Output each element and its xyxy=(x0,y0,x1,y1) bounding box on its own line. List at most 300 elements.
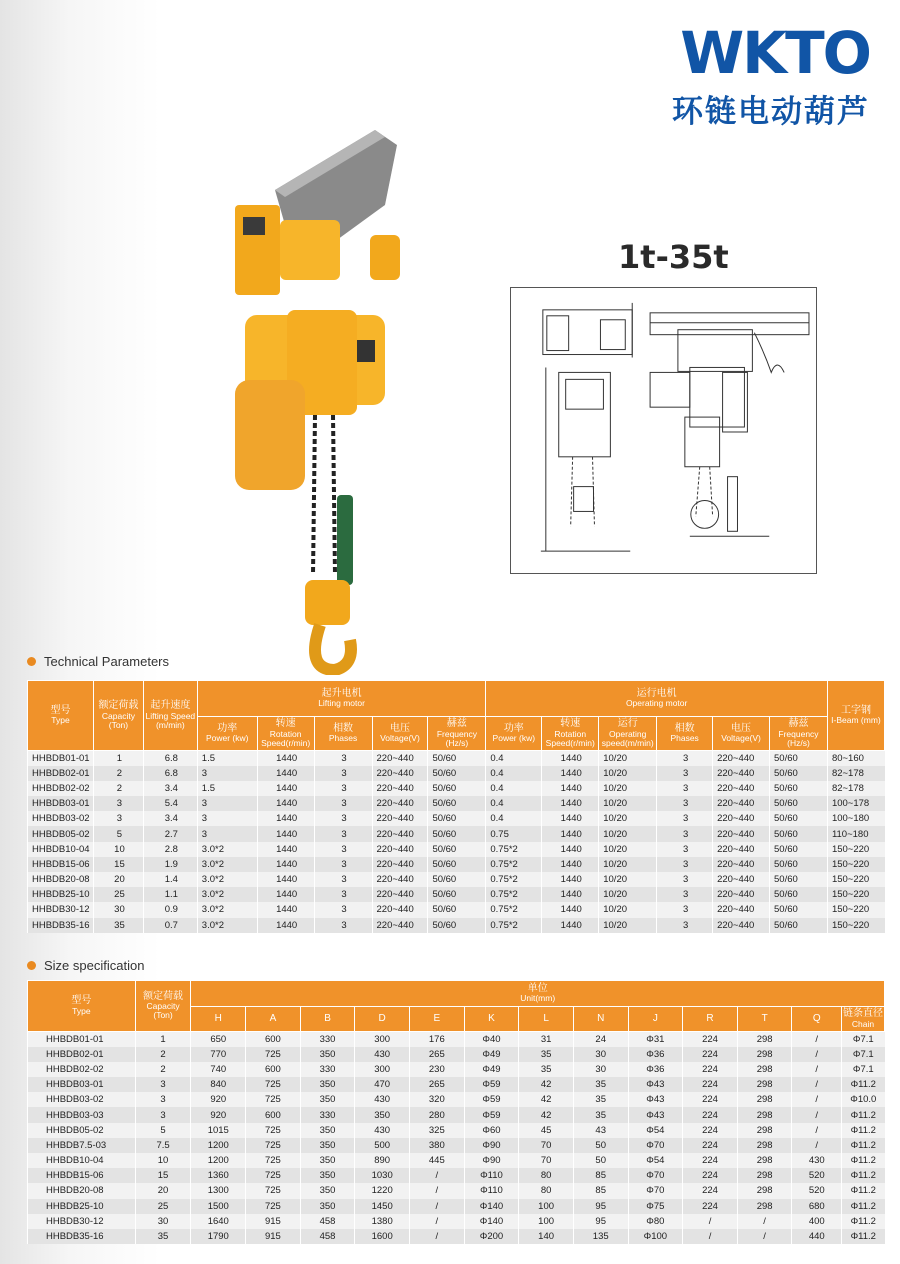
table-cell: 1440 xyxy=(542,918,599,933)
table-cell: 3 xyxy=(135,1107,191,1122)
table-cell: / xyxy=(792,1062,842,1077)
table-cell: 3 xyxy=(197,826,257,841)
table-cell: 3 xyxy=(197,811,257,826)
table-cell: / xyxy=(792,1077,842,1092)
size-table-body xyxy=(28,1032,885,1245)
table-cell: 3 xyxy=(93,811,143,826)
table-cell: 1030 xyxy=(355,1168,410,1183)
th-dim-h: H xyxy=(191,1007,246,1032)
table-cell: 298 xyxy=(737,1199,792,1214)
table-cell: 3 xyxy=(314,902,372,917)
table-cell: 1440 xyxy=(542,811,599,826)
th-op-frequency: 赫兹 Frequency (Hz/s) xyxy=(770,717,828,751)
table-cell: Φ36 xyxy=(628,1062,683,1077)
table-cell: 725 xyxy=(246,1138,301,1153)
table-cell: 740 xyxy=(191,1062,246,1077)
table-cell: 3 xyxy=(657,872,713,887)
th-op-phases: 相数 Phases xyxy=(657,717,713,751)
table-cell: 150~220 xyxy=(827,857,884,872)
table-cell: 725 xyxy=(246,1123,301,1138)
table-cell: 15 xyxy=(93,857,143,872)
table-cell: 3 xyxy=(93,796,143,811)
table-cell: 10/20 xyxy=(599,751,657,766)
table-cell: Φ11.2 xyxy=(842,1153,885,1168)
table-cell: 82~178 xyxy=(827,766,884,781)
table-cell: 220~440 xyxy=(372,766,428,781)
table-cell: 3 xyxy=(314,781,372,796)
th-dim-l: L xyxy=(519,1007,574,1032)
table-cell: 50/60 xyxy=(770,902,828,917)
table-cell: 0.75*2 xyxy=(486,918,542,933)
table-cell: 1380 xyxy=(355,1214,410,1229)
table-cell: / xyxy=(737,1229,792,1244)
table-cell: Φ59 xyxy=(464,1107,519,1122)
technical-drawing xyxy=(510,287,817,574)
table-cell: HHBDB03-01 xyxy=(28,1077,136,1092)
table-cell: Φ31 xyxy=(628,1032,683,1047)
table-row xyxy=(28,1123,885,1138)
table-cell: 80 xyxy=(519,1168,574,1183)
table-cell: HHBDB01-01 xyxy=(28,1032,136,1047)
table-cell: 920 xyxy=(191,1107,246,1122)
table-cell: 350 xyxy=(300,1123,355,1138)
table-row xyxy=(28,1153,885,1168)
table-cell: 35 xyxy=(573,1092,628,1107)
table-cell: 1.5 xyxy=(197,751,257,766)
table-row xyxy=(28,781,885,796)
table-row xyxy=(28,751,885,766)
table-cell: 1440 xyxy=(257,857,314,872)
table-cell: Φ70 xyxy=(628,1168,683,1183)
table-cell: 3 xyxy=(135,1092,191,1107)
table-cell: 325 xyxy=(410,1123,465,1138)
table-cell: 150~220 xyxy=(827,887,884,902)
table-cell: Φ70 xyxy=(628,1183,683,1198)
table-cell: 50/60 xyxy=(428,781,486,796)
table-cell: HHBDB01-01 xyxy=(28,751,94,766)
table-cell: 224 xyxy=(683,1199,738,1214)
table-cell: 10/20 xyxy=(599,887,657,902)
table-cell: 350 xyxy=(300,1047,355,1062)
table-cell: 298 xyxy=(737,1183,792,1198)
th-dim-r: R xyxy=(683,1007,738,1032)
table-cell: / xyxy=(410,1168,465,1183)
table-cell: 890 xyxy=(355,1153,410,1168)
table-cell: 3 xyxy=(657,766,713,781)
table-cell: Φ11.2 xyxy=(842,1123,885,1138)
table-cell: HHBDB05-02 xyxy=(28,1123,136,1138)
table-cell: 50/60 xyxy=(428,887,486,902)
table-cell: 224 xyxy=(683,1107,738,1122)
size-section-title: Size specification xyxy=(44,958,145,973)
table-cell: 50/60 xyxy=(770,842,828,857)
table-cell: / xyxy=(683,1229,738,1244)
table-cell: 7.5 xyxy=(135,1138,191,1153)
logo-subtitle: 环链电动葫芦 xyxy=(672,94,870,130)
table-cell: 3 xyxy=(314,872,372,887)
table-cell: 50/60 xyxy=(770,918,828,933)
table-cell: Φ11.2 xyxy=(842,1077,885,1092)
table-cell: 350 xyxy=(355,1107,410,1122)
table-cell: 1440 xyxy=(257,796,314,811)
table-cell: 265 xyxy=(410,1077,465,1092)
table-row xyxy=(28,902,885,917)
table-cell: HHBDB03-01 xyxy=(28,796,94,811)
table-cell: 330 xyxy=(300,1032,355,1047)
table-cell: 2 xyxy=(135,1062,191,1077)
table-cell: Φ100 xyxy=(628,1229,683,1244)
table-cell: 0.4 xyxy=(486,811,542,826)
table-cell: 35 xyxy=(573,1107,628,1122)
size-specification-table xyxy=(27,980,885,1244)
table-cell: 42 xyxy=(519,1092,574,1107)
table-cell: 915 xyxy=(246,1214,301,1229)
table-cell: HHBDB15-06 xyxy=(28,1168,136,1183)
th-lift-phases: 相数 Phases xyxy=(314,717,372,751)
table-cell: HHBDB02-01 xyxy=(28,766,94,781)
table-cell: 5.4 xyxy=(143,796,197,811)
table-cell: 3 xyxy=(197,796,257,811)
table-cell: 50/60 xyxy=(428,826,486,841)
table-cell: 50/60 xyxy=(428,842,486,857)
table-cell: 0.75*2 xyxy=(486,872,542,887)
table-cell: 725 xyxy=(246,1092,301,1107)
table-cell: 10 xyxy=(135,1153,191,1168)
table-cell: Φ59 xyxy=(464,1077,519,1092)
table-cell: 1300 xyxy=(191,1183,246,1198)
table-cell: Φ7.1 xyxy=(842,1032,885,1047)
table-cell: 1440 xyxy=(542,887,599,902)
table-cell: 725 xyxy=(246,1077,301,1092)
th-op-speed: 运行 Operating speed(m/min) xyxy=(599,717,657,751)
table-cell: 35 xyxy=(519,1062,574,1077)
table-cell: 220~440 xyxy=(372,826,428,841)
table-cell: Φ7.1 xyxy=(842,1047,885,1062)
table-cell: 24 xyxy=(573,1032,628,1047)
table-cell: 1440 xyxy=(542,766,599,781)
table-cell: HHBDB03-02 xyxy=(28,811,94,826)
table-cell: 458 xyxy=(300,1214,355,1229)
table-cell: Φ110 xyxy=(464,1168,519,1183)
table-cell: 3.0*2 xyxy=(197,857,257,872)
table-cell: 350 xyxy=(300,1077,355,1092)
table-row xyxy=(28,826,885,841)
table-cell: HHBDB02-02 xyxy=(28,1062,136,1077)
th-lift-voltage: 电压 Voltage(V) xyxy=(372,717,428,751)
table-cell: 10 xyxy=(93,842,143,857)
table-cell: 70 xyxy=(519,1153,574,1168)
table-cell: Φ90 xyxy=(464,1153,519,1168)
table-cell: 224 xyxy=(683,1092,738,1107)
table-cell: 600 xyxy=(246,1062,301,1077)
table-cell: 298 xyxy=(737,1107,792,1122)
table-cell: 50/60 xyxy=(770,796,828,811)
table-cell: 458 xyxy=(300,1229,355,1244)
table-cell: 50/60 xyxy=(770,872,828,887)
table-cell: 3.0*2 xyxy=(197,918,257,933)
th-lift-power: 功率 Power (kw) xyxy=(197,717,257,751)
table-cell: 42 xyxy=(519,1107,574,1122)
table-cell: 0.75*2 xyxy=(486,842,542,857)
table-cell: 10/20 xyxy=(599,826,657,841)
table-cell: Φ70 xyxy=(628,1138,683,1153)
table-cell: 1.4 xyxy=(143,872,197,887)
table-cell: 350 xyxy=(300,1199,355,1214)
table-cell: Φ140 xyxy=(464,1214,519,1229)
table-cell: 100 xyxy=(519,1214,574,1229)
table-cell: 10/20 xyxy=(599,766,657,781)
table-row xyxy=(28,1229,885,1244)
table-cell: 770 xyxy=(191,1047,246,1062)
table-cell: Φ11.2 xyxy=(842,1168,885,1183)
tech-section-heading xyxy=(27,654,169,669)
table-row xyxy=(28,766,885,781)
table-cell: 10/20 xyxy=(599,857,657,872)
table-cell: 100~178 xyxy=(827,796,884,811)
table-cell: 50 xyxy=(573,1138,628,1153)
table-cell: 0.4 xyxy=(486,766,542,781)
table-cell: Φ60 xyxy=(464,1123,519,1138)
table-cell: 110~180 xyxy=(827,826,884,841)
th-size-capacity: 额定荷载 Capacity (Ton) xyxy=(135,981,191,1032)
table-cell: 915 xyxy=(246,1229,301,1244)
table-cell: 220~440 xyxy=(713,751,770,766)
table-cell: 6.8 xyxy=(143,751,197,766)
table-cell: 3 xyxy=(314,751,372,766)
th-dim-q: Q xyxy=(792,1007,842,1032)
table-cell: 10/20 xyxy=(599,902,657,917)
table-cell: 3 xyxy=(657,826,713,841)
table-row xyxy=(28,796,885,811)
table-cell: 3.0*2 xyxy=(197,902,257,917)
table-cell: 220~440 xyxy=(713,826,770,841)
table-cell: HHBDB03-03 xyxy=(28,1107,136,1122)
table-cell: Φ49 xyxy=(464,1062,519,1077)
table-row xyxy=(28,842,885,857)
table-cell: 220~440 xyxy=(713,918,770,933)
table-cell: 1790 xyxy=(191,1229,246,1244)
th-ibeam: 工字钢 I-Beam (mm) xyxy=(827,681,884,751)
table-cell: Φ10.0 xyxy=(842,1092,885,1107)
table-cell: Φ140 xyxy=(464,1199,519,1214)
th-lift-frequency: 赫兹 Frequency (Hz/s) xyxy=(428,717,486,751)
table-cell: 330 xyxy=(300,1107,355,1122)
table-cell: 0.4 xyxy=(486,751,542,766)
table-cell: 30 xyxy=(135,1214,191,1229)
table-cell: 600 xyxy=(246,1032,301,1047)
table-row xyxy=(28,872,885,887)
th-dim-e: E xyxy=(410,1007,465,1032)
table-cell: / xyxy=(792,1047,842,1062)
table-cell: 3 xyxy=(657,842,713,857)
table-cell: 10/20 xyxy=(599,918,657,933)
table-cell: HHBDB30-12 xyxy=(28,902,94,917)
table-cell: HHBDB20-08 xyxy=(28,872,94,887)
table-cell: HHBDB35-16 xyxy=(28,918,94,933)
table-cell: 3 xyxy=(197,766,257,781)
table-cell: 224 xyxy=(683,1153,738,1168)
table-cell: 350 xyxy=(300,1153,355,1168)
th-op-power: 功率 Power (kw) xyxy=(486,717,542,751)
table-cell: 1200 xyxy=(191,1138,246,1153)
table-cell: 3.4 xyxy=(143,781,197,796)
table-cell: 3 xyxy=(657,902,713,917)
table-row xyxy=(28,1199,885,1214)
table-cell: 80 xyxy=(519,1183,574,1198)
table-cell: 298 xyxy=(737,1123,792,1138)
table-cell: 35 xyxy=(93,918,143,933)
table-cell: 70 xyxy=(519,1138,574,1153)
table-cell: Φ90 xyxy=(464,1138,519,1153)
table-cell: 150~220 xyxy=(827,872,884,887)
table-cell: 224 xyxy=(683,1047,738,1062)
table-row xyxy=(28,1168,885,1183)
table-cell: 220~440 xyxy=(713,766,770,781)
table-cell: 220~440 xyxy=(372,811,428,826)
table-cell: Φ80 xyxy=(628,1214,683,1229)
table-cell: 220~440 xyxy=(713,872,770,887)
table-cell: 15 xyxy=(135,1168,191,1183)
table-cell: 50/60 xyxy=(428,811,486,826)
table-cell: / xyxy=(410,1183,465,1198)
table-cell: 300 xyxy=(355,1062,410,1077)
table-cell: 725 xyxy=(246,1153,301,1168)
table-cell: 135 xyxy=(573,1229,628,1244)
table-cell: Φ43 xyxy=(628,1107,683,1122)
table-cell: 3 xyxy=(314,857,372,872)
table-cell: 1500 xyxy=(191,1199,246,1214)
table-cell: 350 xyxy=(300,1092,355,1107)
table-cell: 50/60 xyxy=(770,811,828,826)
table-cell: 220~440 xyxy=(713,781,770,796)
table-cell: 10/20 xyxy=(599,842,657,857)
table-cell: HHBDB10-04 xyxy=(28,1153,136,1168)
table-cell: 1440 xyxy=(542,781,599,796)
table-cell: 1.9 xyxy=(143,857,197,872)
th-lifting-speed: 起升速度 Lifting Speed (m/min) xyxy=(143,681,197,751)
table-cell: Φ11.2 xyxy=(842,1229,885,1244)
table-cell: Φ40 xyxy=(464,1032,519,1047)
table-cell: 82~178 xyxy=(827,781,884,796)
table-cell: 95 xyxy=(573,1214,628,1229)
table-cell: Φ11.2 xyxy=(842,1183,885,1198)
table-cell: 1440 xyxy=(257,872,314,887)
table-cell: 3.0*2 xyxy=(197,842,257,857)
table-cell: 20 xyxy=(135,1183,191,1198)
table-cell: 224 xyxy=(683,1183,738,1198)
table-cell: 1440 xyxy=(257,826,314,841)
table-cell: 25 xyxy=(93,887,143,902)
table-cell: 3 xyxy=(314,918,372,933)
table-cell: 298 xyxy=(737,1138,792,1153)
table-cell: Φ36 xyxy=(628,1047,683,1062)
th-type: 型号 Type xyxy=(28,681,94,751)
table-cell: / xyxy=(737,1214,792,1229)
table-cell: 3 xyxy=(657,918,713,933)
table-cell: 220~440 xyxy=(713,902,770,917)
table-cell: 1440 xyxy=(257,766,314,781)
table-cell: 220~440 xyxy=(713,857,770,872)
table-cell: 43 xyxy=(573,1123,628,1138)
table-cell: 840 xyxy=(191,1077,246,1092)
table-cell: Φ75 xyxy=(628,1199,683,1214)
table-cell: 1450 xyxy=(355,1199,410,1214)
table-cell: 725 xyxy=(246,1047,301,1062)
table-cell: 1440 xyxy=(542,902,599,917)
table-cell: 224 xyxy=(683,1062,738,1077)
table-cell: 3 xyxy=(657,781,713,796)
table-cell: 95 xyxy=(573,1199,628,1214)
table-cell: 30 xyxy=(573,1062,628,1077)
th-capacity: 额定荷载 Capacity (Ton) xyxy=(93,681,143,751)
table-cell: HHBDB15-06 xyxy=(28,857,94,872)
table-cell: 50/60 xyxy=(428,902,486,917)
table-cell: 1600 xyxy=(355,1229,410,1244)
table-cell: 50/60 xyxy=(428,918,486,933)
table-cell: HHBDB20-08 xyxy=(28,1183,136,1198)
table-cell: 3 xyxy=(314,796,372,811)
table-cell: 3 xyxy=(314,811,372,826)
table-cell: 725 xyxy=(246,1183,301,1198)
table-cell: 35 xyxy=(519,1047,574,1062)
table-cell: / xyxy=(410,1229,465,1244)
table-cell: HHBDB03-02 xyxy=(28,1092,136,1107)
table-cell: 1440 xyxy=(257,781,314,796)
table-row xyxy=(28,1092,885,1107)
table-cell: 380 xyxy=(410,1138,465,1153)
th-op-rotation: 转速 Rotation Speed(r/min) xyxy=(542,717,599,751)
table-cell: 3 xyxy=(657,811,713,826)
table-cell: 2.8 xyxy=(143,842,197,857)
table-cell: Φ49 xyxy=(464,1047,519,1062)
table-cell: 1440 xyxy=(542,872,599,887)
table-row xyxy=(28,1214,885,1229)
table-cell: 3 xyxy=(657,751,713,766)
table-cell: / xyxy=(683,1214,738,1229)
table-cell: 2 xyxy=(93,766,143,781)
table-cell: 85 xyxy=(573,1183,628,1198)
table-cell: 500 xyxy=(355,1138,410,1153)
table-cell: HHBDB05-02 xyxy=(28,826,94,841)
table-cell: 50/60 xyxy=(428,751,486,766)
table-cell: 5 xyxy=(135,1123,191,1138)
table-cell: HHBDB25-10 xyxy=(28,887,94,902)
tech-table-body xyxy=(28,751,885,933)
table-cell: 1 xyxy=(93,751,143,766)
table-cell: 430 xyxy=(355,1123,410,1138)
table-cell: 280 xyxy=(410,1107,465,1122)
table-cell: 1440 xyxy=(542,796,599,811)
table-cell: 20 xyxy=(93,872,143,887)
size-section-heading xyxy=(27,958,144,973)
table-cell: 650 xyxy=(191,1032,246,1047)
table-cell: 220~440 xyxy=(372,887,428,902)
table-cell: 0.9 xyxy=(143,902,197,917)
table-cell: 42 xyxy=(519,1077,574,1092)
table-cell: HHBDB10-04 xyxy=(28,842,94,857)
table-cell: 350 xyxy=(300,1168,355,1183)
table-cell: 224 xyxy=(683,1138,738,1153)
table-cell: 1440 xyxy=(542,826,599,841)
th-dim-d: D xyxy=(355,1007,410,1032)
table-cell: 31 xyxy=(519,1032,574,1047)
table-row xyxy=(28,1138,885,1153)
table-cell: 3 xyxy=(657,857,713,872)
table-cell: 330 xyxy=(300,1062,355,1077)
table-row xyxy=(28,811,885,826)
table-cell: 0.4 xyxy=(486,796,542,811)
table-cell: 100~180 xyxy=(827,811,884,826)
